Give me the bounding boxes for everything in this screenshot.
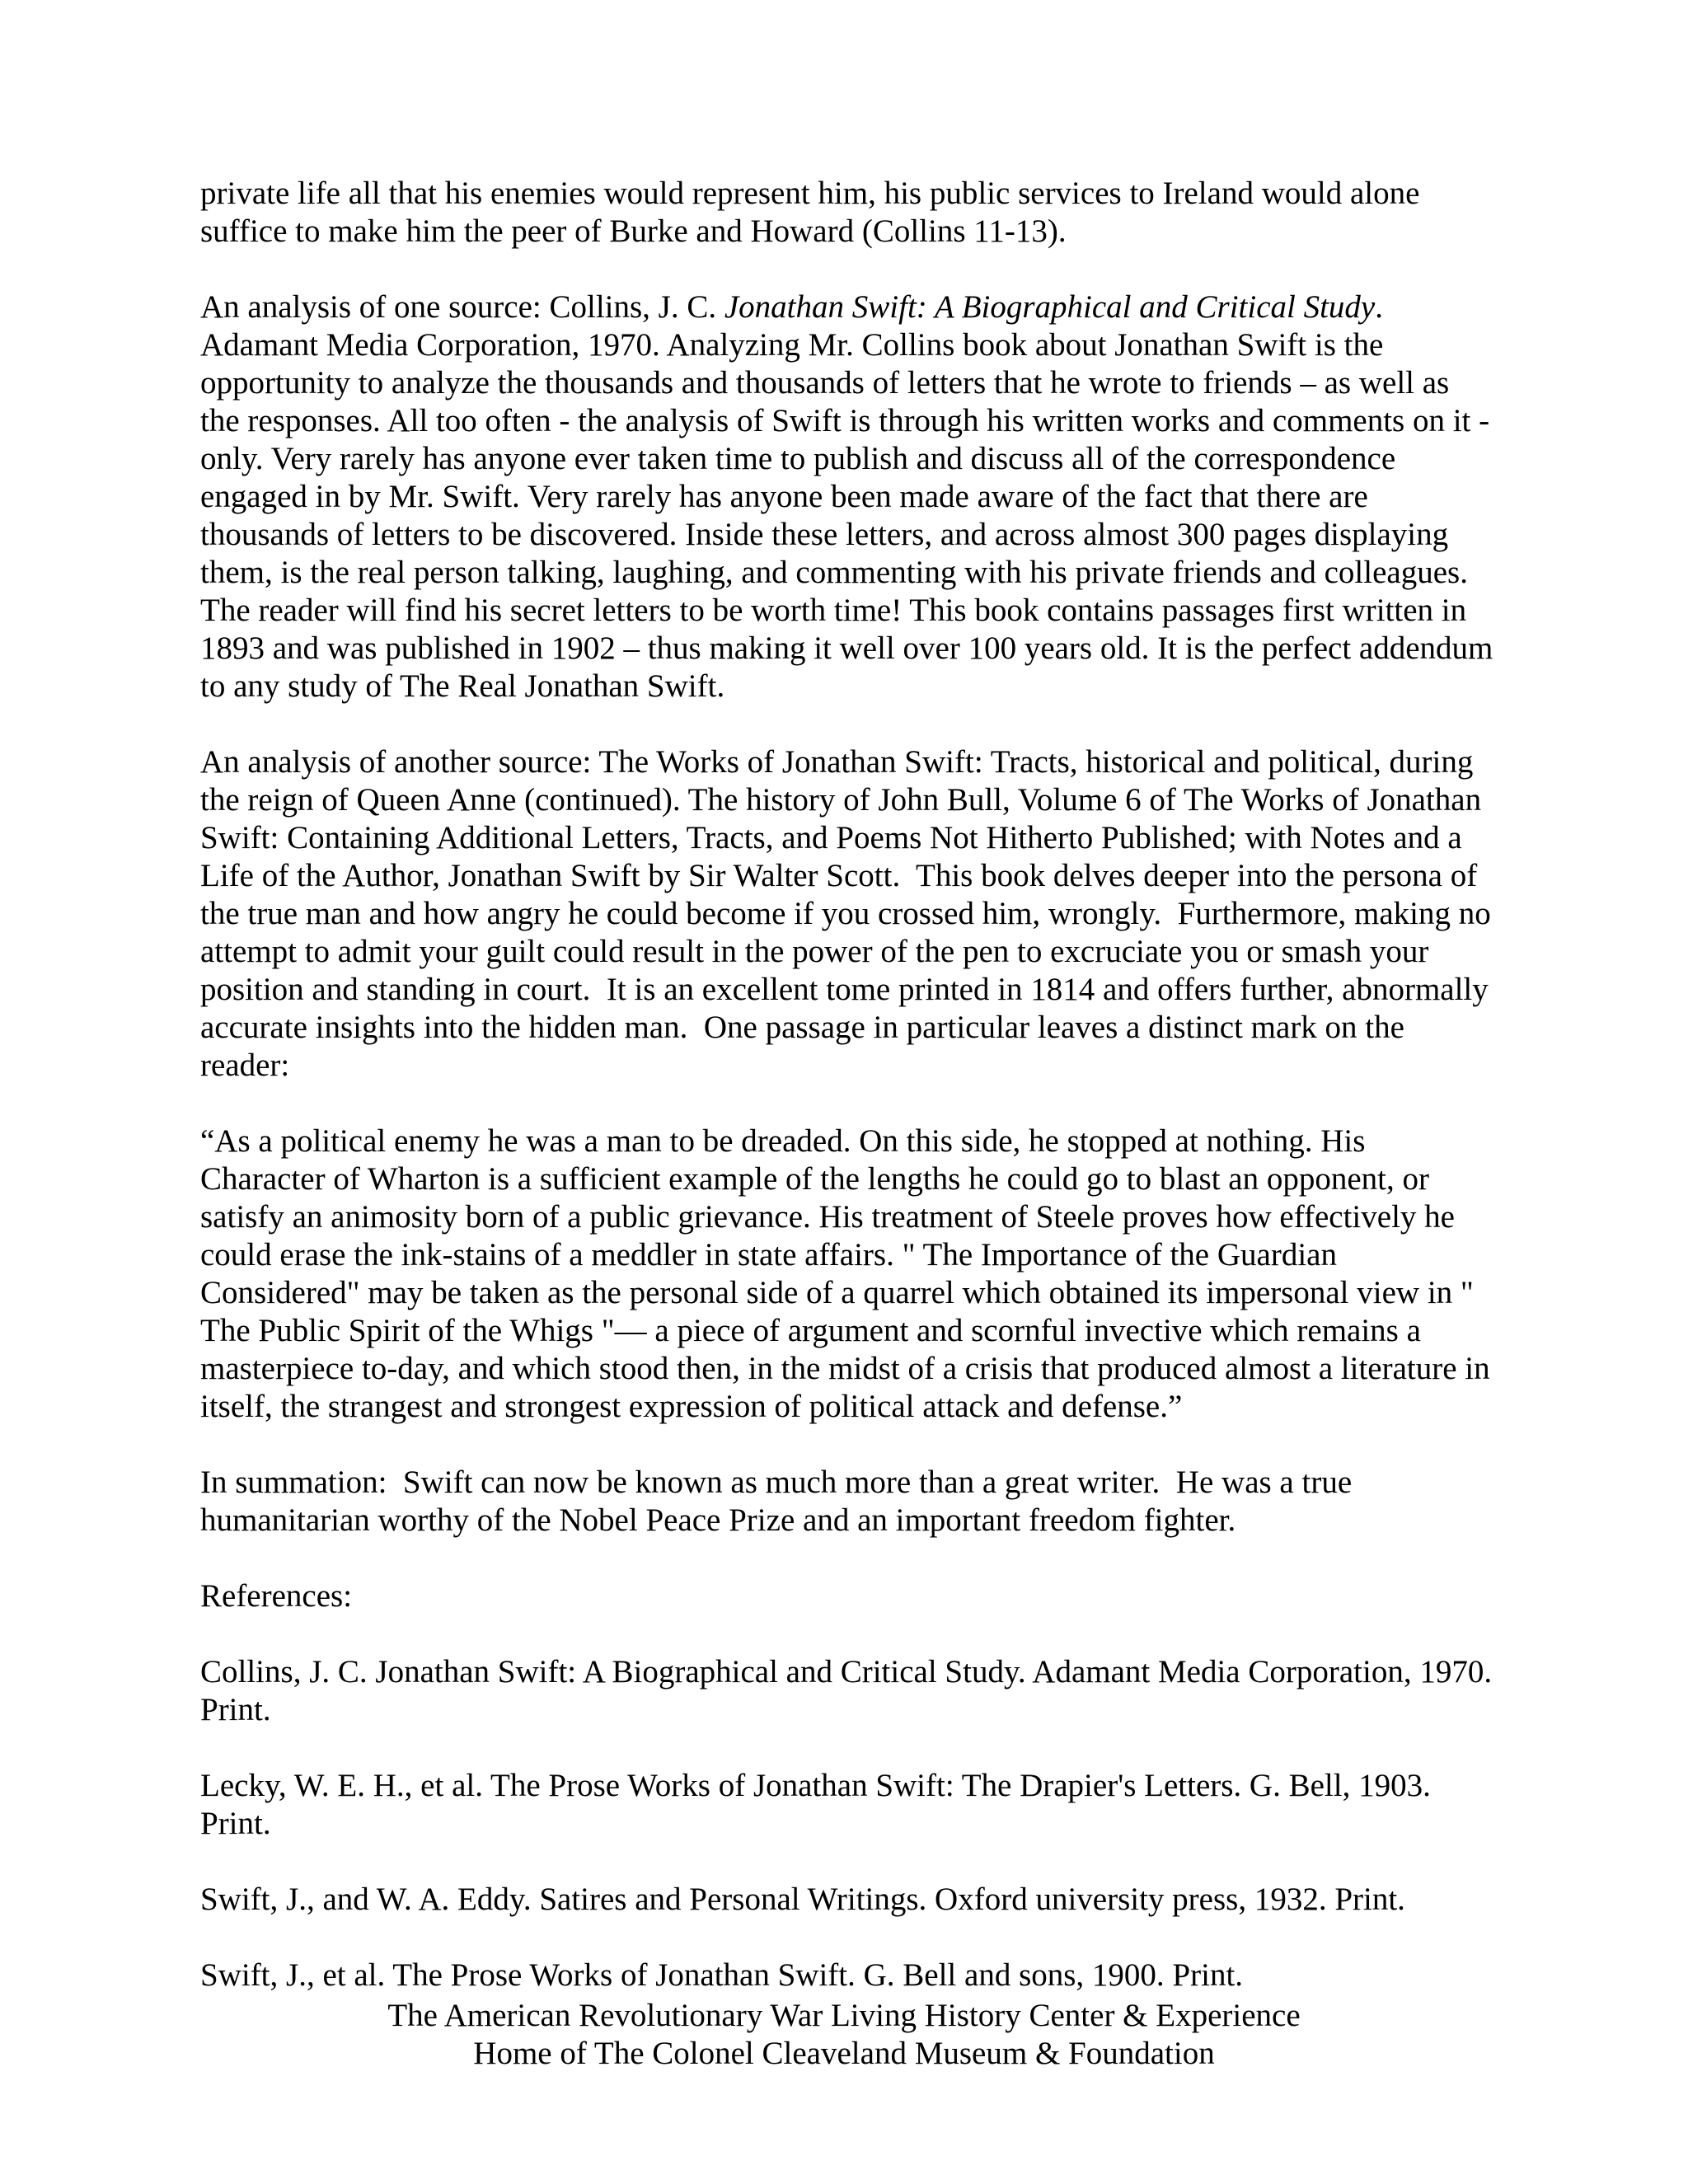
collins-book-title: Jonathan Swift: A Biographical and Critical Study [724,289,1376,325]
paragraph-collins-analysis [200,288,1494,705]
page-footer [0,1997,1688,2073]
collins-analysis-rest: . Adamant Media Corporation, 1970. Analyzing Mr. Collins book about Jonathan Swift is the opportunity to analyze the thousands and thousands of letters that he wrote to friends – as well as the responses. All too often - the analysis of Swift is through his written works and comments on it - only. Very rarely has anyone ever taken time to publish and discuss all of the correspondence engaged in by Mr. Swift. Very rarely has anyone been made aware of the fact that there are thousands of letters to be discovered. Inside these letters, and across almost 300 pages displaying them, is the real person talking, laughing, and commenting with his private friends and colleagues. The reader will find his secret letters to be worth time! This book contains passages first written in 1893 and was published in 1902 – thus making it well over 100 years old. It is the perfect addendum to any study of The Real Jonathan Swift. [200,289,1493,704]
references-heading: References: [200,1578,353,1614]
collins-analysis-lead: An analysis of one source: Collins, J. C. [200,289,724,325]
paragraph-continuation: private life all that his enemies would represent him, his public services to Ireland would alone suffice to make him the peer of Burke and Howard (Collins 11-13). [200,176,1428,249]
paragraph-summation: In summation: Swift can now be known as much more than a great writer. He was a true humanitarian worthy of the Nobel Peace Prize and an important freedom fighter. [200,1465,1360,1538]
reference-item-collins: Collins, J. C. Jonathan Swift: A Biographical and Critical Study. Adamant Media Corporation, 1970. Print. [200,1654,1493,1727]
reference-item-swift-eddy: Swift, J., and W. A. Eddy. Satires and Personal Writings. Oxford university press, 1932. Print. [200,1882,1405,1917]
reference-item-swift-bell: Swift, J., et al. The Prose Works of Jonathan Swift. G. Bell and sons, 1900. Print. [200,1957,1244,1993]
paragraph-works-analysis: An analysis of another source: The Works of Jonathan Swift: Tracts, historical and political, during the reign of Queen Anne (continued). The history of John Bull, Volume 6 of The Works of Jonathan Swift: Containing Additional Letters, Tracts, and Poems Not Hitherto Published; with Notes and a Life of the Author, Jonathan Swift by Sir Walter Scott. This book delves deeper into the persona of the true man and how angry he could become if you crossed him, wrongly. Furthermore, making no attempt to admit your guilt could result in the power of the pen to excruciate you or smash your position and standing in court. It is an excellent tome printed in 1814 and offers further, abnormally accurate insights into the hidden man. One passage in particular leaves a distinct mark on the reader: [200,744,1499,1083]
footer-line-museum-name: Home of The Colonel Cleaveland Museum & Foundation [473,2036,1215,2071]
reference-item-lecky: Lecky, W. E. H., et al. The Prose Works of Jonathan Swift: The Drapier's Letters. G. Bell, 1903. Print. [200,1768,1431,1841]
paragraph-quotation: “As a political enemy he was a man to be dreaded. On this side, he stopped at nothing. His Character of Wharton is a sufficient example of the lengths he could go to blast an opponent, or satisfy an animosity born of a public grievance. His treatment of Steele proves how effectively he could erase the ink-stains of a meddler in state affairs. " The Importance of the Guardian Considered" may be taken as the personal side of a quarrel which obtained its impersonal view in " The Public Spirit of the Whigs "— a piece of argument and scornful invective which remains a masterpiece to-day, and which stood then, in the midst of a crisis that produced almost a literature in itself, the strangest and strongest expression of political attack and defense.” [200,1123,1498,1424]
footer-line-center-name: The American Revolutionary War Living History Center & Experience [387,1998,1301,2033]
document-body [200,175,1499,2032]
